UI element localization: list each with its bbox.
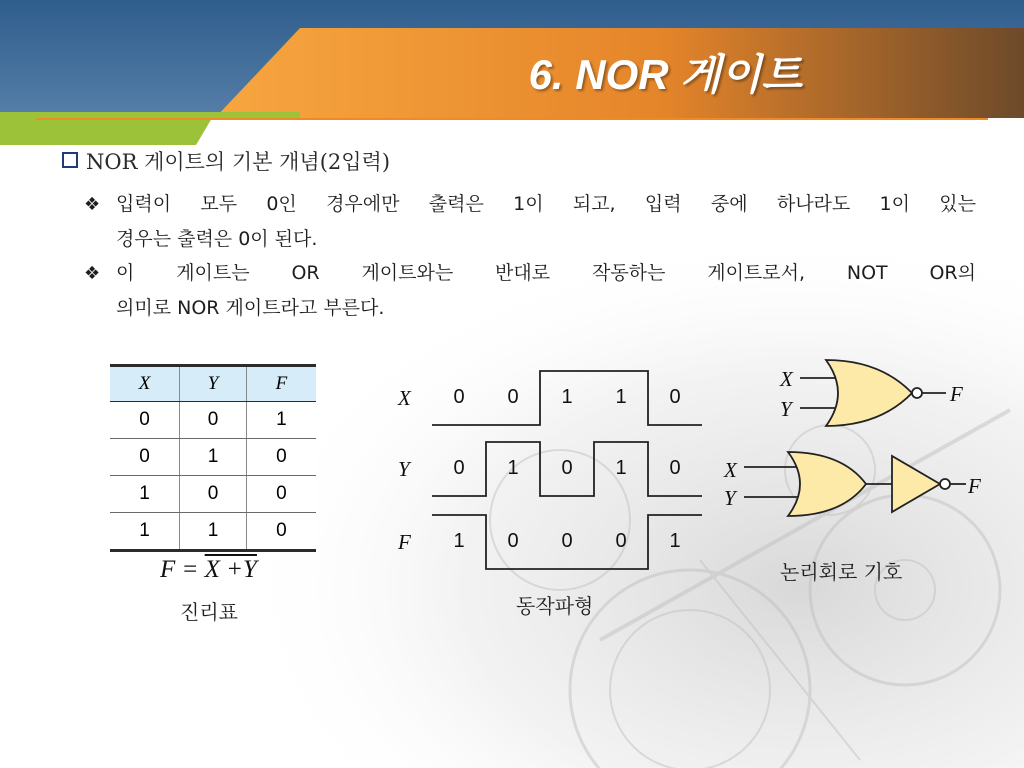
cell-y: 1 bbox=[180, 439, 247, 476]
header-x: X bbox=[110, 366, 180, 402]
diamond-bullet-icon: ❖ bbox=[84, 194, 101, 215]
cell-f: 0 bbox=[246, 476, 316, 513]
cell-f: 0 bbox=[246, 513, 316, 551]
or-gate-body bbox=[788, 452, 866, 516]
nor-gate-body bbox=[826, 360, 912, 426]
nor-gate-label-x: X bbox=[780, 367, 793, 391]
nor-inversion-bubble bbox=[912, 388, 922, 398]
waveform-value-label: 1 bbox=[669, 530, 681, 552]
waveform-caption: 동작파형 bbox=[516, 594, 594, 618]
cell-f: 0 bbox=[246, 439, 316, 476]
nor-gate-symbol bbox=[800, 360, 946, 426]
symbol-caption: 논리회로 기호 bbox=[780, 560, 903, 584]
not-inversion-bubble bbox=[940, 479, 950, 489]
section-heading-text: NOR 게이트의 기본 개념(2입력) bbox=[86, 150, 391, 174]
waveform-value-label: 0 bbox=[561, 530, 573, 552]
waveform-value-label: 1 bbox=[561, 386, 573, 408]
nor-gate-label-f: F bbox=[950, 382, 963, 406]
bullet-2-line-2: 의미로 NOR 게이트라고 부른다. bbox=[116, 297, 385, 319]
not-gate-body bbox=[892, 456, 940, 512]
cell-f: 1 bbox=[246, 402, 316, 439]
cell-y: 0 bbox=[180, 476, 247, 513]
waveform-value-label: 0 bbox=[561, 457, 573, 479]
waveform-value-label: 1 bbox=[615, 457, 627, 479]
bullet-1-line-2: 경우는 출력은 0이 된다. bbox=[116, 228, 318, 250]
waveform-signal-label: F bbox=[398, 530, 411, 554]
waveform-signal-label: X bbox=[398, 386, 411, 410]
waveform-value-label: 0 bbox=[507, 386, 519, 408]
bullet-2-line-1: 이 게이트는 OR 게이트와는 반대로 작동하는 게이트로서, NOT OR의 bbox=[116, 262, 976, 284]
header-f: F bbox=[246, 366, 316, 402]
waveform-signal-label: Y bbox=[398, 457, 410, 481]
waveform-value-label: 1 bbox=[507, 457, 519, 479]
cell-x: 0 bbox=[110, 402, 180, 439]
waveform-value-label: 0 bbox=[615, 530, 627, 552]
cell-y: 1 bbox=[180, 513, 247, 551]
slide-title: 6. NOR 게이트 bbox=[528, 51, 802, 98]
or-gate-label-y: Y bbox=[724, 486, 736, 510]
formula-lhs: F = bbox=[160, 556, 199, 583]
waveform-value-label: 0 bbox=[453, 386, 465, 408]
waveform-value-label: 1 bbox=[453, 530, 465, 552]
not-gate-label-f: F bbox=[968, 474, 981, 498]
diamond-bullet-icon: ❖ bbox=[84, 263, 101, 284]
waveform-value-label: 0 bbox=[669, 457, 681, 479]
waveform-value-label: 1 bbox=[615, 386, 627, 408]
bullet-1-line-1: 입력이 모두 0인 경우에만 출력은 1이 되고, 입력 중에 하나라도 1이 있는 bbox=[116, 193, 976, 215]
cell-y: 0 bbox=[180, 402, 247, 439]
or-not-gate-symbol bbox=[744, 452, 966, 516]
waveform-value-label: 0 bbox=[453, 457, 465, 479]
waveform-value-label: 0 bbox=[669, 386, 681, 408]
header-y: Y bbox=[180, 366, 247, 402]
cell-x: 1 bbox=[110, 513, 180, 551]
truth-table-caption: 진리표 bbox=[180, 600, 238, 624]
cell-x: 0 bbox=[110, 439, 180, 476]
formula-rhs: X +Y bbox=[204, 556, 257, 583]
waveform-value-label: 0 bbox=[507, 530, 519, 552]
or-gate-label-x: X bbox=[724, 458, 737, 482]
cell-x: 1 bbox=[110, 476, 180, 513]
nor-gate-label-y: Y bbox=[780, 397, 792, 421]
